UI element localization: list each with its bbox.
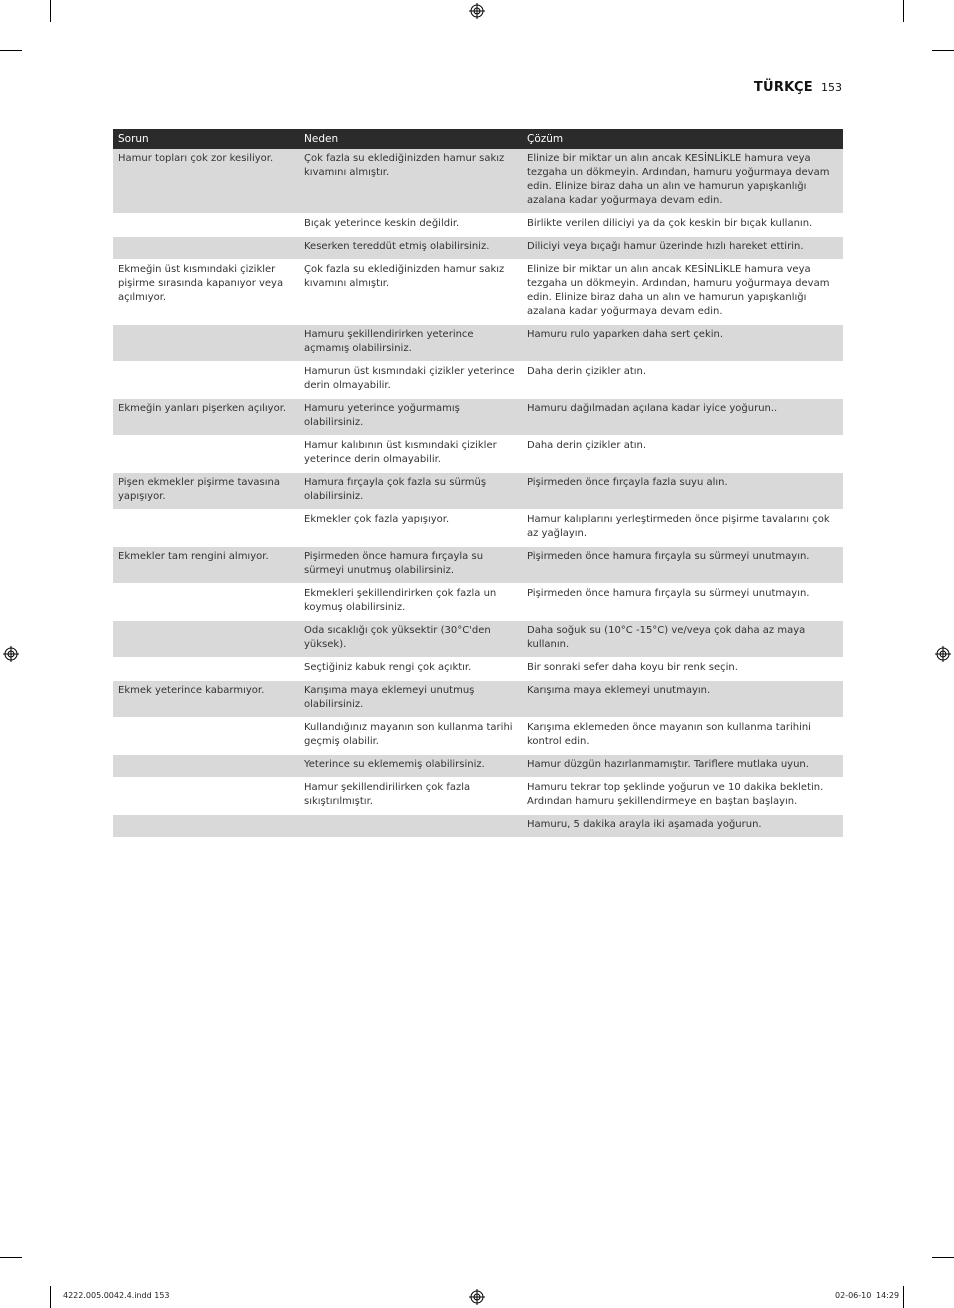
column-header-solution: Çözüm: [522, 129, 843, 149]
table-body: [113, 149, 843, 838]
column-header-problem: Sorun: [113, 129, 299, 149]
cell-solution: Birlikte verilen diliciyi ya da çok keskin bir bıçak kullanın.: [522, 214, 843, 237]
cell-cause: Hamur kalıbının üst kısmındaki çizikler yeterince derin olmayabilir.: [299, 436, 522, 473]
page-number: 153: [821, 81, 842, 94]
crop-mark: [903, 1286, 904, 1308]
cell-solution: Hamur düzgün hazırlanmamıştır. Tariflere mutlaka uyun.: [522, 755, 843, 778]
cell-problem: Ekmeğin yanları pişerken açılıyor.: [113, 399, 299, 436]
crop-mark: [932, 1257, 954, 1258]
table-row: [113, 325, 843, 362]
table-row: [113, 778, 843, 815]
cell-cause: Çok fazla su eklediğinizden hamur sakız kıvamını almıştır.: [299, 260, 522, 325]
crop-mark: [50, 0, 51, 22]
troubleshooting-table: [113, 129, 843, 838]
table-row: [113, 214, 843, 237]
cell-solution: Karışıma maya eklemeyi unutmayın.: [522, 681, 843, 718]
cell-cause: Oda sıcaklığı çok yüksektir (30°C'den yüksek).: [299, 621, 522, 658]
cell-solution: Hamuru rulo yaparken daha sert çekin.: [522, 325, 843, 362]
table-row: [113, 510, 843, 547]
cell-problem: [113, 237, 299, 260]
registration-mark-icon: [469, 3, 485, 19]
table-row: [113, 718, 843, 755]
registration-mark-icon: [469, 1289, 485, 1305]
cell-solution: Daha soğuk su (10°C -15°C) ve/veya çok daha az maya kullanın.: [522, 621, 843, 658]
cell-problem: Ekmekler tam rengini almıyor.: [113, 547, 299, 584]
page-header: [754, 80, 842, 95]
cell-cause: Bıçak yeterince keskin değildir.: [299, 214, 522, 237]
cell-problem: [113, 755, 299, 778]
cell-cause: Karışıma maya eklemeyi unutmuş olabilirsiniz.: [299, 681, 522, 718]
crop-mark: [0, 50, 22, 51]
table-row: [113, 473, 843, 510]
footer-time: 14:29: [876, 1291, 900, 1300]
registration-mark-icon: [935, 646, 951, 662]
cell-problem: [113, 815, 299, 838]
cell-solution: Elinize bir miktar un alın ancak KESİNLİKLE hamura veya tezgaha un dökmeyin. Ardından, hamuru yoğurmaya devam edin. Elinize biraz daha un alın ve hamurun yapışkanlığı azalana kadar yoğurmaya devam edin.: [522, 260, 843, 325]
crop-mark: [932, 50, 954, 51]
cell-cause: Hamur şekillendirilirken çok fazla sıkıştırılmıştır.: [299, 778, 522, 815]
registration-mark-icon: [3, 646, 19, 662]
crop-mark: [50, 1286, 51, 1308]
table-row: [113, 755, 843, 778]
cell-cause: Seçtiğiniz kabuk rengi çok açıktır.: [299, 658, 522, 681]
cell-problem: Ekmek yeterince kabarmıyor.: [113, 681, 299, 718]
table-row: [113, 681, 843, 718]
cell-cause: Ekmekler çok fazla yapışıyor.: [299, 510, 522, 547]
cell-problem: Hamur topları çok zor kesiliyor.: [113, 149, 299, 214]
cell-cause: Pişirmeden önce hamura fırçayla su sürmeyi unutmuş olabilirsiniz.: [299, 547, 522, 584]
cell-cause: Hamuru yeterince yoğurmamış olabilirsiniz.: [299, 399, 522, 436]
cell-cause: Keserken tereddüt etmiş olabilirsiniz.: [299, 237, 522, 260]
table-row: [113, 260, 843, 325]
cell-cause: Çok fazla su eklediğinizden hamur sakız kıvamını almıştır.: [299, 149, 522, 214]
cell-cause: [299, 815, 522, 838]
crop-mark: [0, 1257, 22, 1258]
table-row: [113, 149, 843, 214]
cell-problem: [113, 621, 299, 658]
table-row: [113, 362, 843, 399]
table-row: [113, 436, 843, 473]
cell-problem: Ekmeğin üst kısmındaki çizikler pişirme sırasında kapanıyor veya açılmıyor.: [113, 260, 299, 325]
footer-file-info: 4222.005.0042.4.indd 153: [63, 1291, 170, 1300]
crop-mark: [903, 0, 904, 22]
table-row: [113, 584, 843, 621]
cell-solution: Elinize bir miktar un alın ancak KESİNLİKLE hamura veya tezgaha un dökmeyin. Ardından, hamuru yoğurmaya devam edin. Elinize biraz daha un alın ve hamurun yapışkanlığı azalana kadar yoğurmaya devam edin.: [522, 149, 843, 214]
cell-cause: Ekmekleri şekillendirirken çok fazla un koymuş olabilirsiniz.: [299, 584, 522, 621]
cell-problem: [113, 778, 299, 815]
cell-problem: [113, 362, 299, 399]
cell-cause: Hamurun üst kısmındaki çizikler yeterince derin olmayabilir.: [299, 362, 522, 399]
cell-solution: Pişirmeden önce hamura fırçayla su sürmeyi unutmayın.: [522, 584, 843, 621]
table-row: [113, 658, 843, 681]
cell-problem: [113, 214, 299, 237]
column-header-cause: Neden: [299, 129, 522, 149]
cell-problem: [113, 584, 299, 621]
cell-cause: Hamura fırçayla çok fazla su sürmüş olabilirsiniz.: [299, 473, 522, 510]
table-row: [113, 621, 843, 658]
cell-problem: [113, 718, 299, 755]
cell-cause: Kullandığınız mayanın son kullanma tarihi geçmiş olabilir.: [299, 718, 522, 755]
cell-solution: Hamuru dağılmadan açılana kadar iyice yoğurun..: [522, 399, 843, 436]
cell-cause: Hamuru şekillendirirken yeterince açmamış olabilirsiniz.: [299, 325, 522, 362]
cell-solution: Pişirmeden önce fırçayla fazla suyu alın.: [522, 473, 843, 510]
cell-solution: Daha derin çizikler atın.: [522, 362, 843, 399]
table-header-row: [113, 129, 843, 149]
footer-date: 02-06-10: [835, 1291, 872, 1300]
cell-solution: Bir sonraki sefer daha koyu bir renk seçin.: [522, 658, 843, 681]
cell-problem: [113, 510, 299, 547]
cell-problem: [113, 658, 299, 681]
cell-problem: [113, 325, 299, 362]
cell-solution: Hamuru, 5 dakika arayla iki aşamada yoğurun.: [522, 815, 843, 838]
cell-problem: Pişen ekmekler pişirme tavasına yapışıyor.: [113, 473, 299, 510]
cell-solution: Diliciyi veya bıçağı hamur üzerinde hızlı hareket ettirin.: [522, 237, 843, 260]
cell-solution: Pişirmeden önce hamura fırçayla su sürmeyi unutmayın.: [522, 547, 843, 584]
cell-solution: Daha derin çizikler atın.: [522, 436, 843, 473]
table-row: [113, 237, 843, 260]
table-row: [113, 399, 843, 436]
language-label: TÜRKÇE: [753, 80, 813, 95]
table-row: [113, 815, 843, 838]
table-row: [113, 547, 843, 584]
cell-solution: Karışıma eklemeden önce mayanın son kullanma tarihini kontrol edin.: [522, 718, 843, 755]
cell-solution: Hamuru tekrar top şeklinde yoğurun ve 10 dakika bekletin. Ardından hamuru şekillendirmeye en baştan başlayın.: [522, 778, 843, 815]
cell-solution: Hamur kalıplarını yerleştirmeden önce pişirme tavalarını çok az yağlayın.: [522, 510, 843, 547]
cell-cause: Yeterince su eklememiş olabilirsiniz.: [299, 755, 522, 778]
cell-problem: [113, 436, 299, 473]
